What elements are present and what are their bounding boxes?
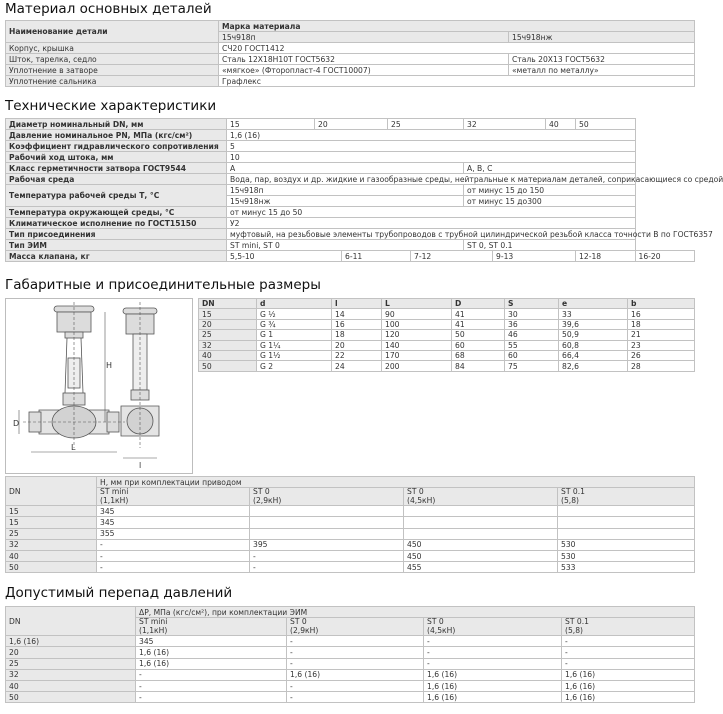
heights-col-header-model: ST 0.1 (561, 487, 585, 497)
dims-header: b (628, 299, 695, 309)
heights-dn: 25 (6, 528, 97, 539)
tech-stroke-value: 10 (227, 152, 636, 163)
materials-header-material: Марка материала (219, 21, 695, 32)
dims-table (198, 298, 695, 372)
pressure-col-header (562, 618, 695, 636)
dims-cell: 75 (505, 361, 559, 371)
tech-climate-value: У2 (227, 218, 636, 229)
tech-dn-value: 32 (464, 119, 546, 130)
tech-label-climate: Климатическое исполнение по ГОСТ15150 (6, 218, 227, 229)
tech-dn-value: 50 (576, 119, 635, 130)
heights-cell (558, 528, 695, 539)
materials-table (5, 20, 695, 87)
tech-class-b: А, В, С (464, 163, 635, 174)
section-title-tech: Технические характеристики (5, 98, 217, 114)
table-row (199, 361, 695, 371)
tech-kv-value: 5 (227, 141, 636, 152)
dims-header: d (257, 299, 332, 309)
tech-medium-value: Вода, пар, воздух и др. жидкие и газообразные среды, нейтральные к материалам деталей, соприкасающиеся со средой (227, 174, 636, 185)
tech-mass-value: 9-13 (493, 251, 576, 262)
materials-header-part: Наименование детали (6, 21, 219, 43)
tech-mass-value: 12-18 (576, 251, 635, 262)
pressure-cell: 1,6 (16) (287, 669, 424, 680)
materials-row-label: Корпус, крышка (6, 43, 219, 54)
materials-cell: «металл по металлу» (509, 65, 695, 76)
heights-cell: 345 (97, 506, 250, 517)
section-title-pressure: Допустимый перепад давлений (5, 585, 233, 601)
heights-col-header-force: (2,9кН) (253, 495, 282, 505)
pressure-col-header (136, 618, 287, 636)
drawing-label-h: H (106, 361, 113, 370)
pressure-cell: - (562, 658, 695, 669)
pressure-col-header-force: (1,1кН) (139, 625, 168, 635)
tech-table (5, 118, 723, 262)
dims-cell: 15 (199, 309, 257, 319)
heights-col-header (558, 488, 695, 506)
dims-cell: 68 (452, 350, 505, 360)
dims-cell: 120 (382, 330, 452, 340)
valve-drawing (5, 298, 193, 474)
pressure-cell: - (136, 692, 287, 703)
drawing-label-L: L (71, 443, 76, 452)
table-row (6, 636, 695, 647)
pressure-dn: 40 (6, 680, 136, 691)
section-title-materials: Материал основных деталей (5, 1, 212, 17)
tech-dn-value: 40 (546, 119, 576, 130)
table-row (6, 539, 695, 550)
dims-cell: 90 (382, 309, 452, 319)
pressure-caption: ΔР, МПа (кгс/см²), при комплектации ЭИМ (136, 607, 695, 618)
tech-label-mass: Масса клапана, кг (6, 251, 227, 262)
heights-cell (404, 506, 558, 517)
tech-mass-value: 16-20 (635, 251, 694, 262)
tech-connection-value: муфтовый, на резьбовые элементы трубопроводов с трубной цилиндрической резьбой класса точности В по ГОСТ6357 (227, 229, 636, 240)
materials-row-label: Уплотнение сальника (6, 76, 219, 87)
tech-label-ambient: Температура окружающей среды, °С (6, 207, 227, 218)
tech-ambient-value: от минус 15 до 50 (227, 207, 636, 218)
table-row (6, 658, 695, 669)
pressure-col-header-model: ST 0 (290, 617, 307, 627)
dims-cell: 36 (505, 319, 559, 329)
heights-dn: 50 (6, 562, 97, 573)
tech-class-a: А (227, 163, 464, 174)
dims-cell: 84 (452, 361, 505, 371)
dims-cell: 100 (382, 319, 452, 329)
pressure-cell: - (287, 658, 424, 669)
heights-dn: 40 (6, 550, 97, 561)
drawing-label-l: l (139, 461, 142, 470)
materials-col-15ch918p: 15ч918п (219, 32, 509, 43)
heights-cell (250, 506, 404, 517)
dims-cell: 20 (332, 340, 382, 350)
pressure-cell: - (287, 680, 424, 691)
heights-cell (558, 517, 695, 528)
heights-col-header-force: (1,1кН) (100, 495, 129, 505)
dims-cell: 25 (199, 330, 257, 340)
tech-temp-range: от минус 15 до 150 (464, 185, 635, 196)
pressure-col-header-force: (5,8) (565, 625, 584, 635)
dims-cell: 50 (452, 330, 505, 340)
materials-cell: Графлекс (219, 76, 695, 87)
heights-cell: 530 (558, 550, 695, 561)
pressure-cell: - (136, 669, 287, 680)
heights-cell: 355 (97, 528, 250, 539)
table-row (6, 669, 695, 680)
pressure-col-header-model: ST 0.1 (565, 617, 589, 627)
table-row (6, 647, 695, 658)
dims-cell: 55 (505, 340, 559, 350)
tech-label-connection: Тип присоединения (6, 229, 227, 240)
table-row (199, 350, 695, 360)
dims-cell: 16 (332, 319, 382, 329)
pressure-col-header-force: (2,9кН) (290, 625, 319, 635)
dims-cell: 140 (382, 340, 452, 350)
heights-cell: 450 (404, 539, 558, 550)
table-row (6, 550, 695, 561)
dims-cell: G ¾ (257, 319, 332, 329)
tech-label-kv: Коэффициент гидравлического сопротивления (6, 141, 227, 152)
heights-cell: 455 (404, 562, 558, 573)
dims-cell: 46 (505, 330, 559, 340)
heights-dn: 15 (6, 506, 97, 517)
tech-label-temp: Температура рабочей среды Т, °С (6, 185, 227, 207)
table-row (199, 319, 695, 329)
tech-dn-value: 15 (227, 119, 315, 130)
heights-cell: 450 (404, 550, 558, 561)
pressure-dn: 50 (6, 692, 136, 703)
tech-temp-model: 15ч918п (227, 185, 464, 196)
dims-cell: 28 (628, 361, 695, 371)
pressure-col-header-model: ST 0 (427, 617, 444, 627)
pressure-dn: 32 (6, 669, 136, 680)
pressure-table (5, 606, 695, 703)
pressure-col-header-model: ST mini (139, 617, 168, 627)
dims-cell: 41 (452, 319, 505, 329)
heights-col-header-model: ST 0 (407, 487, 424, 497)
dims-cell: 39,6 (559, 319, 628, 329)
heights-col-header (250, 488, 404, 506)
pressure-cell: - (424, 658, 562, 669)
dims-cell: G ½ (257, 309, 332, 319)
heights-cell (404, 517, 558, 528)
heights-cell (250, 528, 404, 539)
tech-mass-value: 7-12 (411, 251, 493, 262)
pressure-cell: 1,6 (16) (562, 680, 695, 691)
dims-cell: G 1 (257, 330, 332, 340)
tech-label-medium: Рабочая среда (6, 174, 227, 185)
heights-cell: 395 (250, 539, 404, 550)
dims-cell: 200 (382, 361, 452, 371)
dims-cell: 40 (199, 350, 257, 360)
pressure-cell: 1,6 (16) (136, 658, 287, 669)
pressure-cell: - (562, 636, 695, 647)
tech-mass-value: 5,5-10 (227, 251, 342, 262)
dims-cell: 50 (199, 361, 257, 371)
materials-row-label: Уплотнение в затворе (6, 65, 219, 76)
dims-cell: 16 (628, 309, 695, 319)
materials-cell: Сталь 12Х18Н10Т ГОСТ5632 (219, 54, 509, 65)
heights-col-header-model: ST 0 (253, 487, 270, 497)
heights-dn: 15 (6, 517, 97, 528)
pressure-cell: 1,6 (16) (424, 669, 562, 680)
tech-label-eim: Тип ЭИМ (6, 240, 227, 251)
materials-cell: Сталь 20Х13 ГОСТ5632 (509, 54, 695, 65)
table-row (199, 340, 695, 350)
pressure-col-header (424, 618, 562, 636)
tech-label-class: Класс герметичности затвора ГОСТ9544 (6, 163, 227, 174)
heights-col-header-force: (4,5кН) (407, 495, 436, 505)
dims-cell: 18 (628, 319, 695, 329)
pressure-cell: - (562, 647, 695, 658)
section-title-dims: Габаритные и присоединительные размеры (5, 277, 321, 293)
pressure-cell: - (136, 680, 287, 691)
dims-cell: 60 (452, 340, 505, 350)
dims-cell: 60,8 (559, 340, 628, 350)
heights-cell: - (97, 562, 250, 573)
heights-cell: 533 (558, 562, 695, 573)
dims-header: S (505, 299, 559, 309)
heights-cell: 345 (97, 517, 250, 528)
tech-pn-value: 1,6 (16) (227, 130, 636, 141)
table-row (199, 330, 695, 340)
materials-cell: «мягкое» (Фторопласт-4 ГОСТ10007) (219, 65, 509, 76)
table-row (6, 562, 695, 573)
tech-mass-value: 6-11 (342, 251, 411, 262)
dims-cell: 30 (505, 309, 559, 319)
heights-caption: H, мм при комплектации приводом (97, 477, 695, 488)
pressure-cell: 1,6 (16) (562, 692, 695, 703)
dims-cell: 26 (628, 350, 695, 360)
heights-cell (250, 517, 404, 528)
heights-cell: - (250, 562, 404, 573)
tech-eim-a: ST mini, ST 0 (227, 240, 464, 251)
pressure-cell: - (424, 636, 562, 647)
tech-label-stroke: Рабочий ход штока, мм (6, 152, 227, 163)
heights-dn: 32 (6, 539, 97, 550)
heights-cell: - (97, 550, 250, 561)
dims-header: DN (199, 299, 257, 309)
table-row (6, 506, 695, 517)
pressure-cell: 1,6 (16) (424, 692, 562, 703)
heights-col-header (97, 488, 250, 506)
dims-cell: 41 (452, 309, 505, 319)
heights-cell: - (97, 539, 250, 550)
dims-cell: 22 (332, 350, 382, 360)
dims-cell: 50,9 (559, 330, 628, 340)
pressure-cell: - (287, 692, 424, 703)
pressure-cell: - (287, 636, 424, 647)
tech-temp-range: от минус 15 до300 (464, 196, 635, 207)
dims-cell: 21 (628, 330, 695, 340)
pressure-dn: 25 (6, 658, 136, 669)
dims-cell: 23 (628, 340, 695, 350)
tech-eim-b: ST 0, ST 0.1 (464, 240, 635, 251)
tech-label-pn: Давление номинальное PN, МПа (кгс/см²) (6, 130, 227, 141)
pressure-dn-header: DN (6, 607, 136, 636)
drawing-label-D: D (13, 419, 20, 428)
materials-cell: СЧ20 ГОСТ1412 (219, 43, 695, 54)
dims-cell: 66,4 (559, 350, 628, 360)
tech-label-dn: Диаметр номинальный DN, мм (6, 119, 227, 130)
heights-cell: 530 (558, 539, 695, 550)
dims-header: D (452, 299, 505, 309)
pressure-cell: - (424, 647, 562, 658)
tech-dn-value: 20 (315, 119, 388, 130)
table-row (199, 309, 695, 319)
pressure-dn: 1,6 (16) (6, 636, 136, 647)
table-row (6, 517, 695, 528)
dims-cell: G 2 (257, 361, 332, 371)
dims-cell: G 1¼ (257, 340, 332, 350)
dims-cell: 32 (199, 340, 257, 350)
dims-cell: 82,6 (559, 361, 628, 371)
dims-cell: G 1½ (257, 350, 332, 360)
pressure-dn: 20 (6, 647, 136, 658)
dims-cell: 18 (332, 330, 382, 340)
heights-table (5, 476, 695, 573)
table-row (6, 692, 695, 703)
dims-header: e (559, 299, 628, 309)
dims-header: L (382, 299, 452, 309)
tech-temp-model: 15ч918нж (227, 196, 464, 207)
dims-cell: 170 (382, 350, 452, 360)
pressure-cell: - (287, 647, 424, 658)
pressure-col-header (287, 618, 424, 636)
heights-cell: - (250, 550, 404, 561)
materials-row-label: Шток, тарелка, седло (6, 54, 219, 65)
pressure-cell: 1,6 (16) (562, 669, 695, 680)
pressure-col-header-force: (4,5кН) (427, 625, 456, 635)
dims-cell: 14 (332, 309, 382, 319)
dims-cell: 60 (505, 350, 559, 360)
pressure-cell: 1,6 (16) (136, 647, 287, 658)
heights-col-header-model: ST mini (100, 487, 129, 497)
pressure-cell: 1,6 (16) (424, 680, 562, 691)
dims-header: l (332, 299, 382, 309)
heights-dn-header: DN (6, 477, 97, 506)
table-row (6, 528, 695, 539)
table-row (6, 680, 695, 691)
dims-cell: 24 (332, 361, 382, 371)
heights-cell (558, 506, 695, 517)
materials-col-15ch918nzh: 15ч918нж (509, 32, 695, 43)
dims-cell: 33 (559, 309, 628, 319)
dims-cell: 20 (199, 319, 257, 329)
tech-dn-value: 25 (388, 119, 464, 130)
heights-col-header-force: (5,8) (561, 495, 580, 505)
heights-col-header (404, 488, 558, 506)
heights-cell (404, 528, 558, 539)
pressure-cell: 345 (136, 636, 287, 647)
